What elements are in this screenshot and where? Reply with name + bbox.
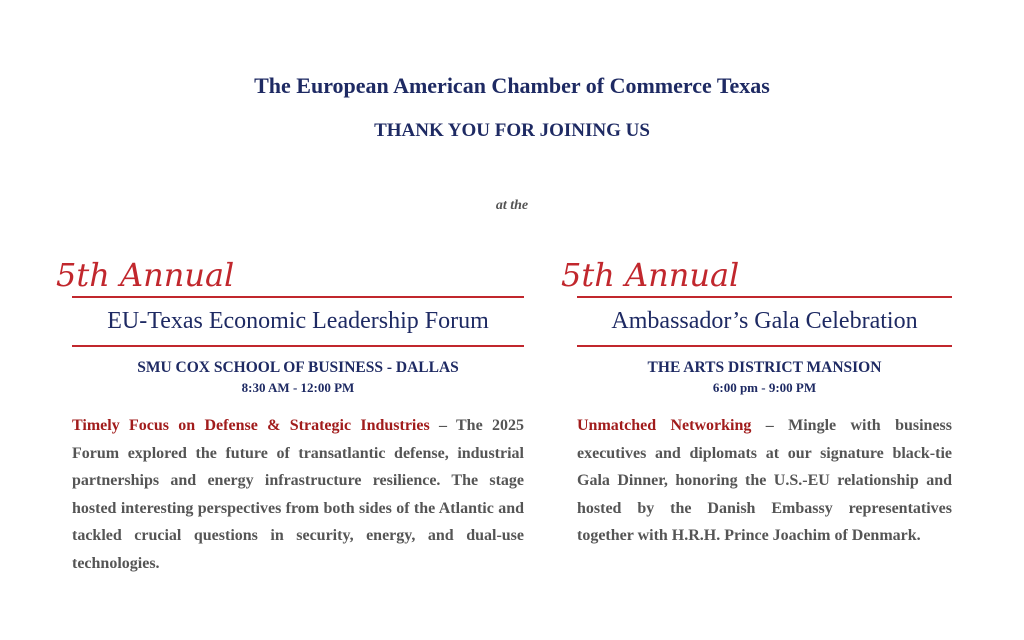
gala-description-text: – Mingle with business executives and diplomats at our signature black-tie Gala Dinner, honoring the U.S.-EU relationship and hosted by the Danish Embassy representatives together with H.R.H. Prince Joachim of Denmark.	[577, 417, 953, 544]
forum-title: EU-Texas Economic Leadership Forum	[107, 308, 489, 334]
forum-description	[72, 412, 524, 577]
organization-title: The European American Chamber of Commerce Texas	[254, 73, 770, 98]
forum-annual-script	[56, 252, 524, 296]
forum-bottom-rule	[72, 345, 524, 347]
forum-annual-text: 5th Annual	[56, 256, 235, 294]
gala-bottom-rule	[577, 345, 952, 347]
forum-highlight: Timely Focus on Defense & Strategic Industries	[72, 417, 430, 434]
forum-event-card	[56, 252, 524, 577]
at-the-label: at the	[495, 198, 529, 213]
gala-event-card	[561, 252, 953, 550]
gala-highlight: Unmatched Networking	[577, 417, 752, 434]
forum-time: 8:30 AM - 12:00 PM	[241, 380, 355, 395]
gala-title: Ambassador’s Gala Celebration	[611, 308, 918, 334]
gala-venue: THE ARTS DISTRICT MANSION	[647, 359, 882, 376]
thank-you-heading: THANK YOU FOR JOINING US	[374, 120, 650, 141]
gala-annual-script	[561, 252, 952, 296]
forum-description-text: – The 2025 Forum explored the future of transatlantic defense, industrial partnerships and energy infrastructure resilience. The stage hosted interesting perspectives from both sides of the Atlantic and tackled crucial questions in security, energy, and dual-use technologies.	[72, 417, 524, 572]
gala-description	[577, 412, 952, 550]
gala-annual-text: 5th Annual	[561, 256, 740, 294]
gala-time: 6:00 pm - 9:00 PM	[712, 380, 817, 395]
forum-venue: SMU COX SCHOOL OF BUSINESS - DALLAS	[137, 359, 459, 376]
